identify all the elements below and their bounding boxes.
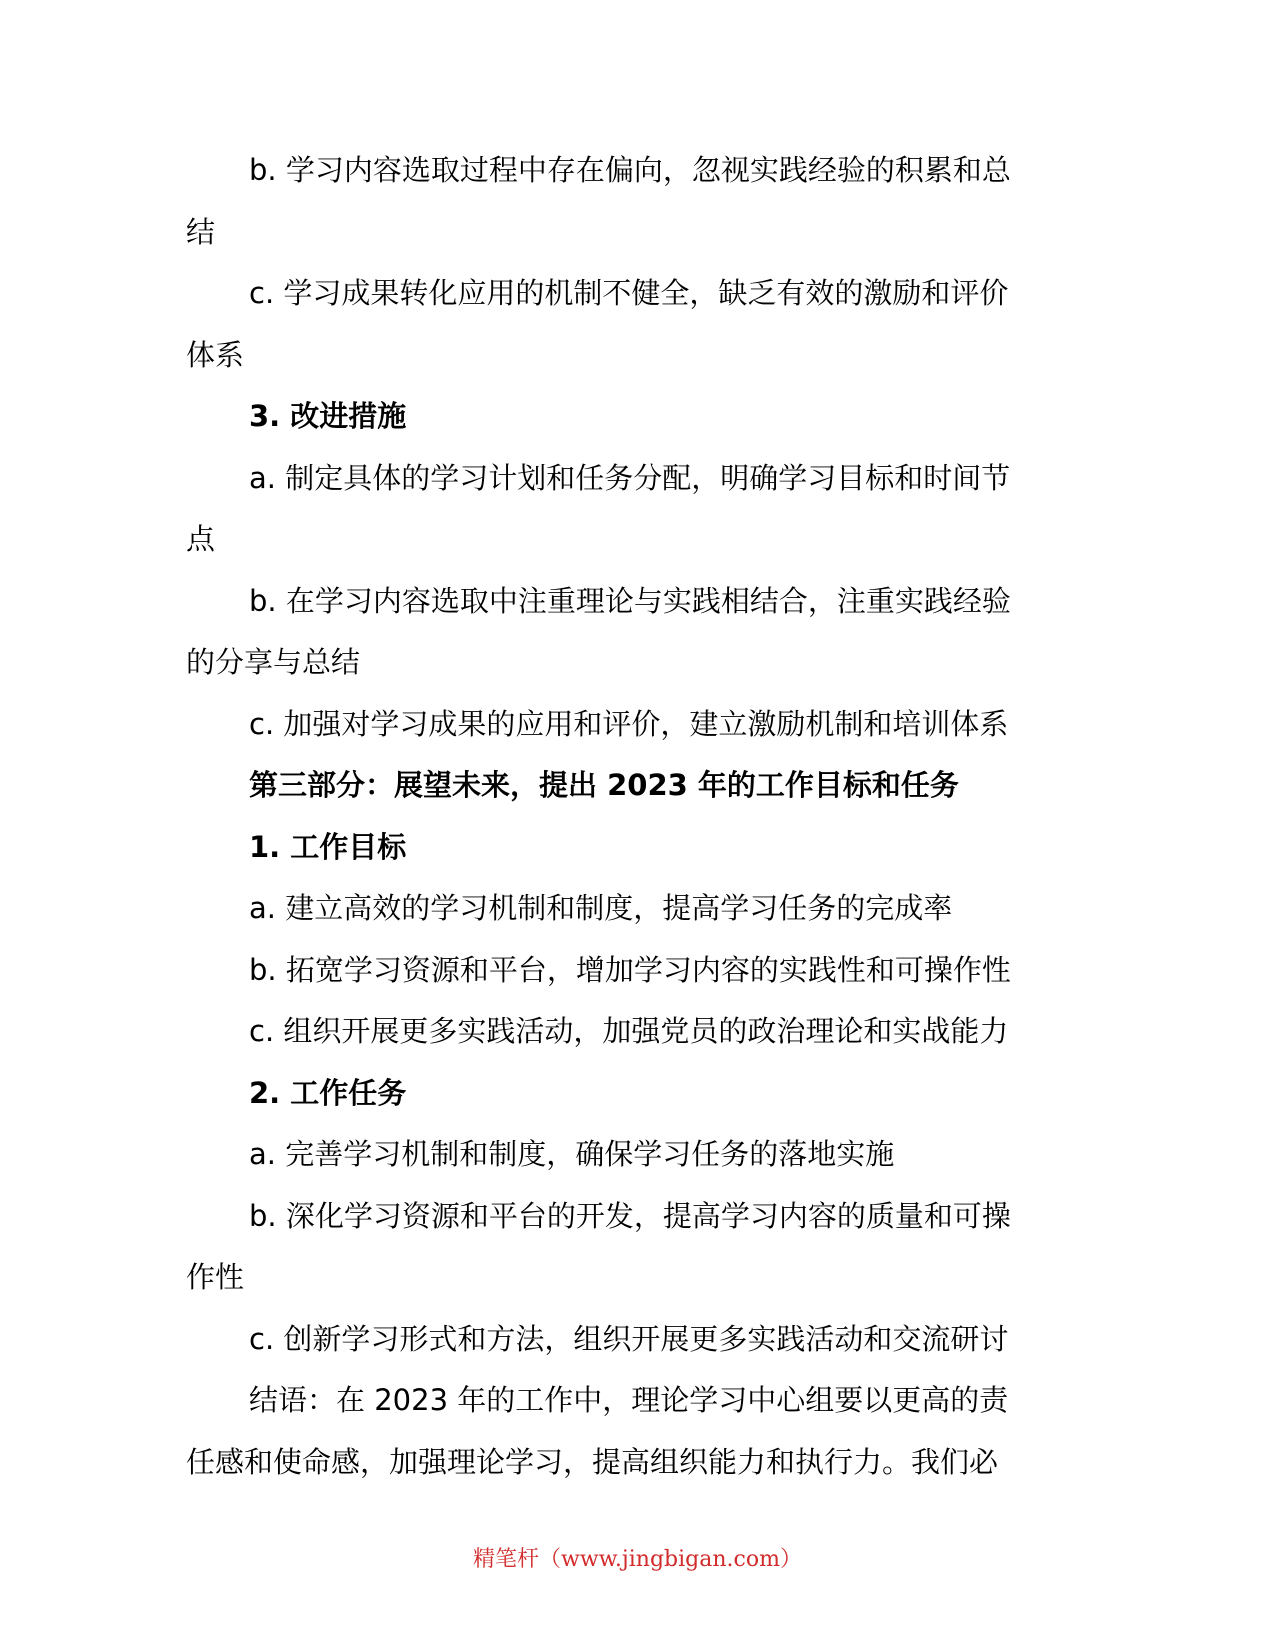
paragraph-line: a. 制定具体的学习计划和任务分配，明确学习目标和时间节 — [249, 460, 1011, 495]
paragraph-line: b. 学习内容选取过程中存在偏向，忽视实践经验的积累和总 — [249, 153, 1011, 187]
footer-watermark: 精笔杆（www.jingbigan.com） — [473, 1547, 802, 1572]
paragraph-line: c. 组织开展更多实践活动，加强党员的政治理论和实战能力 — [249, 1014, 1009, 1048]
paragraph-line: b. 深化学习资源和平台的开发，提高学习内容的质量和可操 — [249, 1198, 1011, 1233]
paragraph-line: c. 学习成果转化应用的机制不健全，缺乏有效的激励和评价 — [249, 276, 1009, 310]
paragraph-line: 作性 — [186, 1260, 245, 1294]
paragraph-line: 任感和使命感，加强理论学习，提高组织能力和执行力。我们必 — [186, 1444, 999, 1479]
paragraph-line: c. 创新学习形式和方法，组织开展更多实践活动和交流研讨 — [249, 1321, 1009, 1356]
paragraph-line: b. 在学习内容选取中注重理论与实践相结合，注重实践经验 — [249, 583, 1011, 618]
paragraph-line: b. 拓宽学习资源和平台，增加学习内容的实践性和可操作性 — [249, 952, 1011, 987]
paragraph-line: 点 — [186, 522, 216, 556]
section-heading: 2. 工作任务 — [249, 1075, 407, 1110]
paragraph-line: a. 完善学习机制和制度，确保学习任务的落地实施 — [249, 1137, 895, 1171]
section-heading: 3. 改进措施 — [249, 399, 407, 433]
section-heading: 1. 工作目标 — [249, 829, 407, 864]
paragraph-line: 的分享与总结 — [186, 645, 361, 679]
paragraph-line: 结 — [186, 214, 216, 249]
section-heading: 第三部分：展望未来，提出 2023 年的工作目标和任务 — [249, 768, 959, 802]
paragraph-line: 结语：在 2023 年的工作中，理论学习中心组要以更高的责 — [249, 1383, 1009, 1417]
document-body — [186, 140, 1072, 1493]
paragraph-line: 体系 — [186, 337, 245, 372]
paragraph-line: a. 建立高效的学习机制和制度，提高学习任务的完成率 — [249, 891, 953, 925]
paragraph-line: c. 加强对学习成果的应用和评价，建立激励机制和培训体系 — [249, 706, 1009, 741]
